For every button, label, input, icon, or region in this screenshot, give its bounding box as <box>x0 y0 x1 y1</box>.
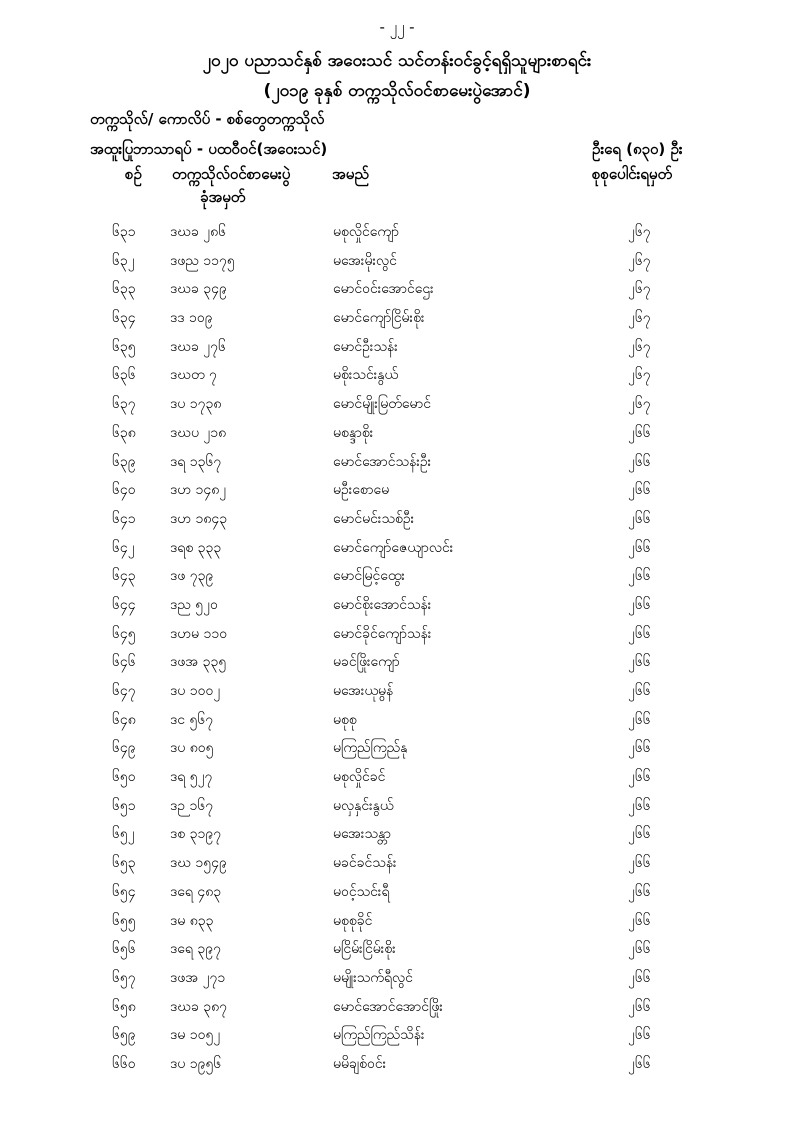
roll-number: ဒင ၅၆၇ <box>170 711 214 728</box>
student-list <box>0 218 794 1079</box>
row-number: ၆၄၇ <box>112 683 136 699</box>
student-name: မောင်ကျော်ဇေယျာလင်း <box>333 539 454 556</box>
roll-number: ဒဒ ၁၀၉ <box>170 310 213 327</box>
roll-number: ဒဖ ၇၃၉ <box>170 568 214 585</box>
row-number: ၆၄၂ <box>112 539 135 556</box>
roll-number: ဒဃခ ၃၄၉ <box>170 281 227 298</box>
table-row <box>0 218 794 247</box>
student-name: မောင်စိုးအောင်သန်း <box>333 596 432 613</box>
row-number: ၆၃၃ <box>112 281 136 298</box>
row-number: ၆၄၅ <box>112 625 136 642</box>
total-marks: ၂၆၆ <box>628 539 651 556</box>
student-name: မငြိမ်းငြိမ်းစိုး <box>333 941 396 958</box>
major-subject-line: အထူးပြုဘာသာရပ် - ပထဝီဝင်(အဝေးသင်) <box>90 140 328 158</box>
roll-number: ဒစ ၃၁၉၇ <box>170 826 222 843</box>
student-name: မမျိုးသက်ရီလွင် <box>333 969 413 986</box>
roll-number: ဒဉ ၁၆၇ <box>170 797 214 814</box>
total-marks: ၂၆၇ <box>628 310 651 327</box>
student-name: မအေးယုမွန် <box>333 683 394 699</box>
table-row <box>0 849 794 878</box>
row-number: ၆၃၁ <box>112 224 136 240</box>
table-row <box>0 534 794 563</box>
row-number: ၆၄၀ <box>112 482 136 499</box>
roll-number: ဒပ ၁၇၃၈ <box>170 396 222 413</box>
roll-number: ဒရေ ၃၉၇ <box>170 941 222 958</box>
table-row <box>0 476 794 505</box>
student-name: မစုစုခိုင် <box>333 912 373 929</box>
table-row <box>0 648 794 677</box>
row-number: ၆၅၄ <box>112 883 136 900</box>
row-number: ၆၅၇ <box>112 969 136 986</box>
student-name: မအေးသန္တာ <box>333 826 391 843</box>
student-name: မောင်ဦးသန်း <box>333 338 398 355</box>
student-name: မအေးမိုးလွင် <box>333 252 397 269</box>
roll-number: ဒဃ ၁၅၄၉ <box>170 855 227 872</box>
total-marks: ၂၆၆ <box>628 826 651 843</box>
student-name: မစုစု <box>333 711 357 728</box>
total-marks: ၂၆၇ <box>628 338 651 355</box>
total-marks: ၂၆၆ <box>628 855 651 872</box>
document-subtitle: (၂၀၁၉ ခုနှစ် တက္ကသိုလ်ဝင်စာမေးပွဲအောင်) <box>263 81 531 101</box>
total-marks: ၂၆၆ <box>628 683 651 699</box>
row-number: ၆၃၇ <box>112 396 136 413</box>
row-number: ၆၄၄ <box>112 596 136 613</box>
total-marks: ၂၆၆ <box>628 797 651 814</box>
roll-number: ဒဟမ ၁၁၀ <box>170 625 228 642</box>
table-row <box>0 878 794 907</box>
row-number: ၆၃၆ <box>112 367 136 384</box>
roll-number: ဒမ ၈၃၃ <box>170 912 214 929</box>
table-row <box>0 562 794 591</box>
student-name: မလှနှင်းနွယ် <box>333 797 394 814</box>
roll-number: ဒဃပ ၂၁၈ <box>170 424 227 441</box>
roll-number: ဒရစ ၃၃၃ <box>170 539 222 556</box>
student-name: မဦးစောမေ <box>333 482 390 499</box>
table-row <box>0 275 794 304</box>
roll-number: ဒရ ၅၂၇ <box>170 769 213 786</box>
roll-number: ဒဃခ ၂၈၆ <box>170 224 227 240</box>
table-row <box>0 820 794 849</box>
row-number: ၆၄၁ <box>112 510 136 527</box>
student-name: မစိုးသင်းနွယ် <box>333 367 399 384</box>
student-name: မခင်ဖြိုးကျော် <box>333 654 400 671</box>
total-marks: ၂၆၆ <box>628 424 651 441</box>
table-row <box>0 907 794 936</box>
table-row <box>0 304 794 333</box>
row-number: ၆၅၁ <box>112 797 136 814</box>
table-row <box>0 964 794 993</box>
roll-number: ဒဖအ ၂၇၁ <box>170 969 226 986</box>
row-number: ၆၃၂ <box>112 252 135 269</box>
total-marks: ၂၆၆ <box>628 482 651 499</box>
total-marks: ၂၆၆ <box>628 912 651 929</box>
total-marks: ၂၆၆ <box>628 998 651 1015</box>
student-name: မမိချစ်ဝင်း <box>333 1055 387 1072</box>
row-number: ၆၅၉ <box>112 1027 136 1044</box>
student-name: မခင်ခင်သန်း <box>333 855 397 872</box>
table-row <box>0 390 794 419</box>
student-name: မောင်ဝင်းအောင်ဌေး <box>333 281 434 298</box>
table-row <box>0 677 794 706</box>
total-marks: ၂၆၆ <box>628 1055 651 1072</box>
roll-number: ဒည ၅၂၀ <box>170 596 218 613</box>
roll-number: ဒပ ၈၀၅ <box>170 740 214 757</box>
total-marks: ၂၆၆ <box>628 453 651 470</box>
row-number: ၆၆၀ <box>112 1055 136 1072</box>
student-name: မကြည်ကြည်နု <box>333 740 408 757</box>
column-header-number: စဉ် <box>125 165 142 183</box>
table-row <box>0 247 794 276</box>
total-marks: ၂၆၆ <box>628 740 651 757</box>
total-marks: ၂၆၆ <box>628 625 651 642</box>
row-number: ၆၃၅ <box>112 338 136 355</box>
table-row <box>0 993 794 1022</box>
table-row <box>0 448 794 477</box>
row-number: ၆၄၉ <box>112 740 136 757</box>
row-number: ၆၅၆ <box>112 941 136 958</box>
student-name: မောင်အောင်အောင်ဖြိုး <box>333 998 443 1015</box>
student-name: မောင်မျိုးမြတ်မောင် <box>333 396 431 413</box>
roll-number: ဒဖအ ၃၃၅ <box>170 654 227 671</box>
student-name: မောင်အောင်သန်းဦး <box>333 453 432 470</box>
roll-number: ဒရေ ၄၈၃ <box>170 883 222 900</box>
roll-number: ဒဃတ ၇ <box>170 367 217 384</box>
page-number: - ၂၂ - <box>379 18 415 36</box>
row-number: ၆၅၀ <box>112 769 136 786</box>
university-line: တက္ကသိုလ်/ ကောလိပ် - စစ်တွေတက္ကသိုလ် <box>90 110 325 128</box>
student-name: မဝင့်သင်းရီ <box>333 883 390 900</box>
roll-number: ဒဟ ၁၄၈၂ <box>170 482 227 499</box>
row-number: ၆၃၉ <box>112 453 136 470</box>
total-marks: ၂၆၆ <box>628 769 651 786</box>
table-row <box>0 361 794 390</box>
student-name: မောင်မင်းသစ်ဦး <box>333 510 415 527</box>
total-marks: ၂၆၆ <box>628 1027 651 1044</box>
table-row <box>0 1021 794 1050</box>
column-header-total-marks: စုစုပေါင်းရမှတ် <box>592 165 673 183</box>
roll-number: ဒမ ၁၀၅၂ <box>170 1027 221 1044</box>
row-number: ၆၅၃ <box>112 855 136 872</box>
table-row <box>0 935 794 964</box>
total-marks: ၂၆၆ <box>628 596 651 613</box>
table-row <box>0 1050 794 1079</box>
total-marks: ၂၆၇ <box>628 396 651 413</box>
roll-number: ဒပ ၁၉၅၆ <box>170 1055 222 1072</box>
table-row <box>0 706 794 735</box>
student-name: မစုလှိုင်ကျော် <box>333 224 400 240</box>
student-name: မောင်မြင့်ထွေး <box>333 568 405 585</box>
student-count: ဦးရေ (၈၃၀) ဦး <box>592 140 683 158</box>
student-name: မောင်ကျော်ငြိမ်းစိုး <box>333 310 425 327</box>
column-header-roll-number: တက္ကသိုလ်ဝင်စာမေးပွဲ <box>172 165 291 183</box>
table-row <box>0 792 794 821</box>
table-row <box>0 419 794 448</box>
table-row <box>0 505 794 534</box>
roll-number: ဒပ ၁၀၀၂ <box>170 683 221 699</box>
roll-number: ဒဃခ ၂၇၆ <box>170 338 226 355</box>
total-marks: ၂၆၇ <box>628 281 651 298</box>
roll-number: ဒဃခ ၃၈၇ <box>170 998 228 1015</box>
total-marks: ၂၆၆ <box>628 568 651 585</box>
total-marks: ၂၆၆ <box>628 941 651 958</box>
row-number: ၆၃၈ <box>112 424 136 441</box>
student-name: မောင်ခိုင်ကျော်သန်း <box>333 625 432 642</box>
table-row <box>0 333 794 362</box>
row-number: ၆၅၂ <box>112 826 135 843</box>
roll-number: ဒဖည ၁၁၇၅ <box>170 252 235 269</box>
total-marks: ၂၆၆ <box>628 969 651 986</box>
row-number: ၆၄၆ <box>112 654 136 671</box>
roll-number: ဒရ ၁၃၆၇ <box>170 453 222 470</box>
table-row <box>0 620 794 649</box>
document-title: ၂၀၂၀ ပညာသင်နှစ် အဝေးသင် သင်တန်းဝင်ခွင့်ရရှိသူများစာရင်း <box>202 51 592 71</box>
total-marks: ၂၆၇ <box>628 224 651 240</box>
table-row <box>0 763 794 792</box>
column-header-roll-number-line2: ခုံအမှတ် <box>200 188 246 206</box>
table-row <box>0 734 794 763</box>
row-number: ၆၅၅ <box>112 912 136 929</box>
total-marks: ၂၆၆ <box>628 654 651 671</box>
table-row <box>0 591 794 620</box>
row-number: ၆၄၈ <box>112 711 136 728</box>
row-number: ၆၄၃ <box>112 568 136 585</box>
student-name: မစုလှိုင်ခင် <box>333 769 386 786</box>
total-marks: ၂၆၇ <box>628 252 651 269</box>
row-number: ၆၅၈ <box>112 998 136 1015</box>
column-header-name: အမည် <box>332 165 369 183</box>
student-name: မစန္ဒာစိုး <box>333 424 374 441</box>
total-marks: ၂၆၆ <box>628 883 651 900</box>
student-name: မကြည်ကြည်သိန်း <box>333 1027 425 1044</box>
total-marks: ၂၆၆ <box>628 711 651 728</box>
roll-number: ဒဟ ၁၈၄၃ <box>170 510 228 527</box>
total-marks: ၂၆၆ <box>628 510 651 527</box>
row-number: ၆၃၄ <box>112 310 136 327</box>
total-marks: ၂၆၇ <box>628 367 651 384</box>
